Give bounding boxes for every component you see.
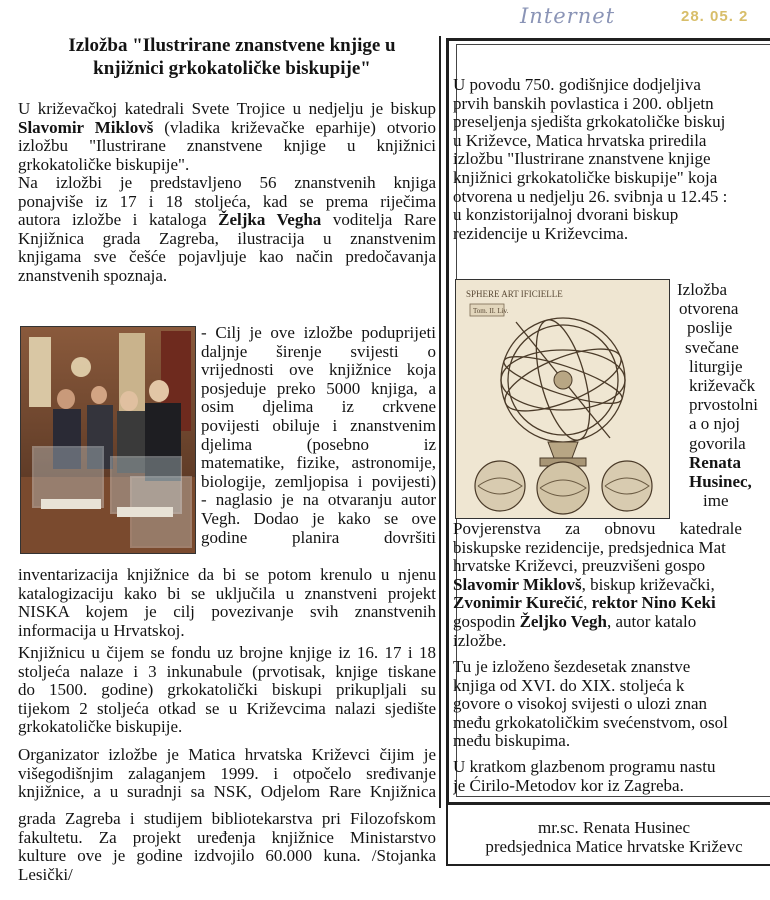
frame-rule xyxy=(446,805,448,865)
frame-rule xyxy=(456,44,770,45)
date-stamp: 28. 05. 2 xyxy=(681,8,749,25)
text-line: knjižnici grkokatoličke biskupije" koja xyxy=(453,167,718,187)
handwritten-note: Internet xyxy=(520,4,616,28)
text-line: informacija u Hrvatskoj. xyxy=(18,620,185,640)
article-paragraph-2 xyxy=(18,174,436,286)
text-line: Izložba xyxy=(677,280,728,299)
signature-name: mr.sc. Renata Husinec xyxy=(537,818,690,837)
text-line: znanstvenih spoznaja. xyxy=(18,265,168,285)
text-line: prvostolni xyxy=(689,395,758,415)
text-line: grkokatoličke biskupije". xyxy=(18,154,190,174)
text-line xyxy=(453,594,770,613)
text-line: daljnje širenje svijesti o xyxy=(201,341,436,361)
text-line: Knjižnica grada Zagreba, ilustracija u znanstvenim xyxy=(18,228,436,248)
text-run: , xyxy=(583,593,592,613)
text-line: izložbe. xyxy=(453,630,507,650)
text-run: voditelja Rare xyxy=(321,210,437,230)
sidebar-paragraph-4 xyxy=(453,758,770,795)
bold-name: rektor Nino Keki xyxy=(591,593,716,613)
bold-name: Slavomir Miklovš xyxy=(453,574,582,594)
text-line: - Cilj je ove izložbe poduprijeti xyxy=(201,323,436,342)
text-line: stoljeća nalaze i 3 inkunabule (prvotisak, knjige tiskane xyxy=(18,661,436,681)
text-line: Organizator izložbe je Matica hrvatska Križevci čijim je xyxy=(18,745,436,764)
text-line: prvih banskih povlastica i 200. obljetn xyxy=(453,93,714,113)
text-line: matematike, fizike, astronomije, xyxy=(201,453,436,473)
article-title xyxy=(22,34,442,80)
bold-name: Husinec, xyxy=(689,472,752,492)
column-divider xyxy=(439,36,441,808)
illustration-tag: Tom. II. Liv. xyxy=(473,307,509,315)
text-line: otvorena xyxy=(679,299,739,319)
sidebar-paragraph-3 xyxy=(453,658,770,751)
frame-rule xyxy=(446,38,770,41)
text-line: Vegh. Dodao je kako se ove xyxy=(201,508,436,528)
text-line xyxy=(453,576,770,595)
text-line: poslije xyxy=(687,318,733,338)
text-line: a o njoj xyxy=(689,414,740,434)
text-line: knjižnice, a u suradnji sa NSK, Odjelom Rare Knjižnica xyxy=(18,782,436,802)
text-line: NISKA kojem je cilj povezivanje svih znanstvenih xyxy=(18,602,436,622)
quote-paragraph xyxy=(201,324,436,547)
text-line: ponajviše iz 17 i 18 stoljeća, kad se prema riječima xyxy=(18,191,436,211)
photo-drawing xyxy=(21,327,196,554)
text-line: U povodu 750. godišnjice dodjeljiva xyxy=(453,76,701,94)
text-line: U križevačkoj katedrali Svete Trojice u nedjelju je biskup xyxy=(18,99,436,118)
text-run: gospodin xyxy=(453,611,520,631)
text-line: tijekom 2 stoljeća otkad se u Križevcima nalazi sjedište xyxy=(18,698,436,718)
bold-name: Željka Vegha xyxy=(218,210,322,230)
text-line: knjiga od XVI. do XIX. stoljeća k xyxy=(453,675,685,695)
text-run: autora izložbe i kataloga xyxy=(18,210,219,230)
text-line: preseljenja sjedišta grkokatoličke biskuj xyxy=(453,112,726,132)
text-line: vrijednosti ove knjižnice koja xyxy=(201,360,436,380)
armillary-sphere-drawing xyxy=(456,280,670,519)
text-line: grkokatoličke biskupije. xyxy=(18,717,183,737)
frame-rule xyxy=(456,796,770,797)
sidebar-beside-image xyxy=(677,280,770,510)
text-line: godine planira dovršiti xyxy=(201,527,436,547)
text-line: izložbu "Ilustrirane znanstvene knjige u knjižnici xyxy=(18,136,436,156)
text-line: - naglasio je na otvaranju autor xyxy=(201,490,436,510)
text-line: govorila xyxy=(689,433,746,453)
armillary-sphere-illustration xyxy=(455,279,670,519)
text-run: , autor katalo xyxy=(606,611,697,631)
text-line: križevačk xyxy=(689,376,756,396)
text-line: otvorena u nedjelju 26. svibnja u 12.45 : xyxy=(453,186,728,206)
frame-rule xyxy=(446,38,449,802)
text-line: kulture ove je godine izdvojilo 60.000 kuna. /Stojanka xyxy=(18,846,436,866)
article-intro xyxy=(18,100,436,174)
text-line: biologije, zemljopisa i povijesti) xyxy=(201,471,436,491)
bold-name: Željko Vegh xyxy=(519,611,607,631)
text-line: grada Zagreba i studijem bibliotekarstva pri Filozofskom xyxy=(18,809,436,828)
text-line: djelima (posebno iz xyxy=(201,434,436,454)
article-paragraph-5 xyxy=(18,746,436,802)
text-line: katalogizaciju kako bi se uključila u znanstveni projekt xyxy=(18,583,436,603)
bold-name: Slavomir Miklovš xyxy=(18,117,154,137)
text-line: inventarizacija knjižnice da bi se potom krenulo u njenu xyxy=(18,565,436,584)
sidebar-intro xyxy=(453,76,770,243)
text-line: izložbu "Ilustrirane znanstvene knjige xyxy=(453,149,711,169)
text-line: u Križevce, Matica hrvatska priredila xyxy=(453,130,707,150)
text-line: je Ćirilo-Metodov kor iz Zagreba. xyxy=(453,775,684,795)
illustration-caption: SPHERE ART IFICIELLE xyxy=(466,289,563,299)
bold-name: Renata xyxy=(689,452,741,472)
text-run: (vladika križevačke eparhije) otvorio xyxy=(153,117,436,137)
sidebar-continued xyxy=(453,520,770,650)
text-line: hrvatske Križevci, preuzvišeni gospo xyxy=(453,556,706,576)
text-line: među biskupima. xyxy=(453,731,571,751)
text-line: svečane xyxy=(685,337,739,357)
text-line: Na izložbi je predstavljeno 56 znanstvenih knjiga xyxy=(18,173,436,192)
text-line: u konzistorijalnoj dvorani biskup xyxy=(453,205,679,225)
text-line xyxy=(18,119,436,138)
text-line: fakultetu. Za projekt uređenja knjižnice Ministarstvo xyxy=(18,827,436,847)
text-line: među grkokatoličkim svećenstvom, osol xyxy=(453,712,728,732)
title-line: Izložba "Ilustrirane znanstvene knjige u xyxy=(68,35,396,56)
text-line: posjeduje preko 5000 knjiga, a xyxy=(201,378,436,398)
article-paragraph-5-continued xyxy=(18,810,436,884)
text-line: osim djelima iz crkvene xyxy=(201,397,436,417)
text-line xyxy=(18,211,436,230)
text-line xyxy=(453,613,770,632)
title-line: knjižnici grkokatoličke biskupije" xyxy=(93,58,371,79)
text-line: Povjerenstva za obnovu katedrale xyxy=(453,520,742,538)
text-line: Tu je izloženo šezdesetak znanstve xyxy=(453,658,691,676)
text-line: knjigama sve češće pojavljuje kao način predočavanja xyxy=(18,247,436,267)
bold-name: Zvonimir Kurečić xyxy=(453,593,584,613)
frame-rule xyxy=(446,802,770,805)
text-line: rezidencije u Križevcima. xyxy=(453,223,629,243)
text-line: do 1500. godine) grkokatolički biskupi prikupljali su xyxy=(18,680,436,700)
exhibition-photo xyxy=(20,326,196,554)
text-line: ime xyxy=(703,491,729,511)
text-line: govore o visokoj svijesti o ulozi znan xyxy=(453,694,708,714)
article-paragraph-4 xyxy=(18,644,436,737)
text-line: Lesički/ xyxy=(18,864,73,884)
text-line: U kratkom glazbenom programu nastu xyxy=(453,758,716,776)
article-paragraph-3 xyxy=(18,566,436,640)
text-line: povijesti obiluje i znanstvenim xyxy=(201,415,436,435)
text-line: Knjižnicu u čijem se fondu uz brojne knjige iz 16. 17 i 18 xyxy=(18,643,436,662)
signature-block xyxy=(458,818,770,856)
text-line: liturgije xyxy=(689,356,743,376)
text-line: biskupske rezidencije, predsjednica Mat xyxy=(453,537,726,557)
text-run: , biskup križevački, xyxy=(581,574,715,594)
frame-rule xyxy=(446,864,770,866)
signature-title: predsjednica Matice hrvatske Križevc xyxy=(485,837,743,856)
text-line: višegodišnjim zalaganjem 1999. i otpočelo sređivanje xyxy=(18,763,436,783)
